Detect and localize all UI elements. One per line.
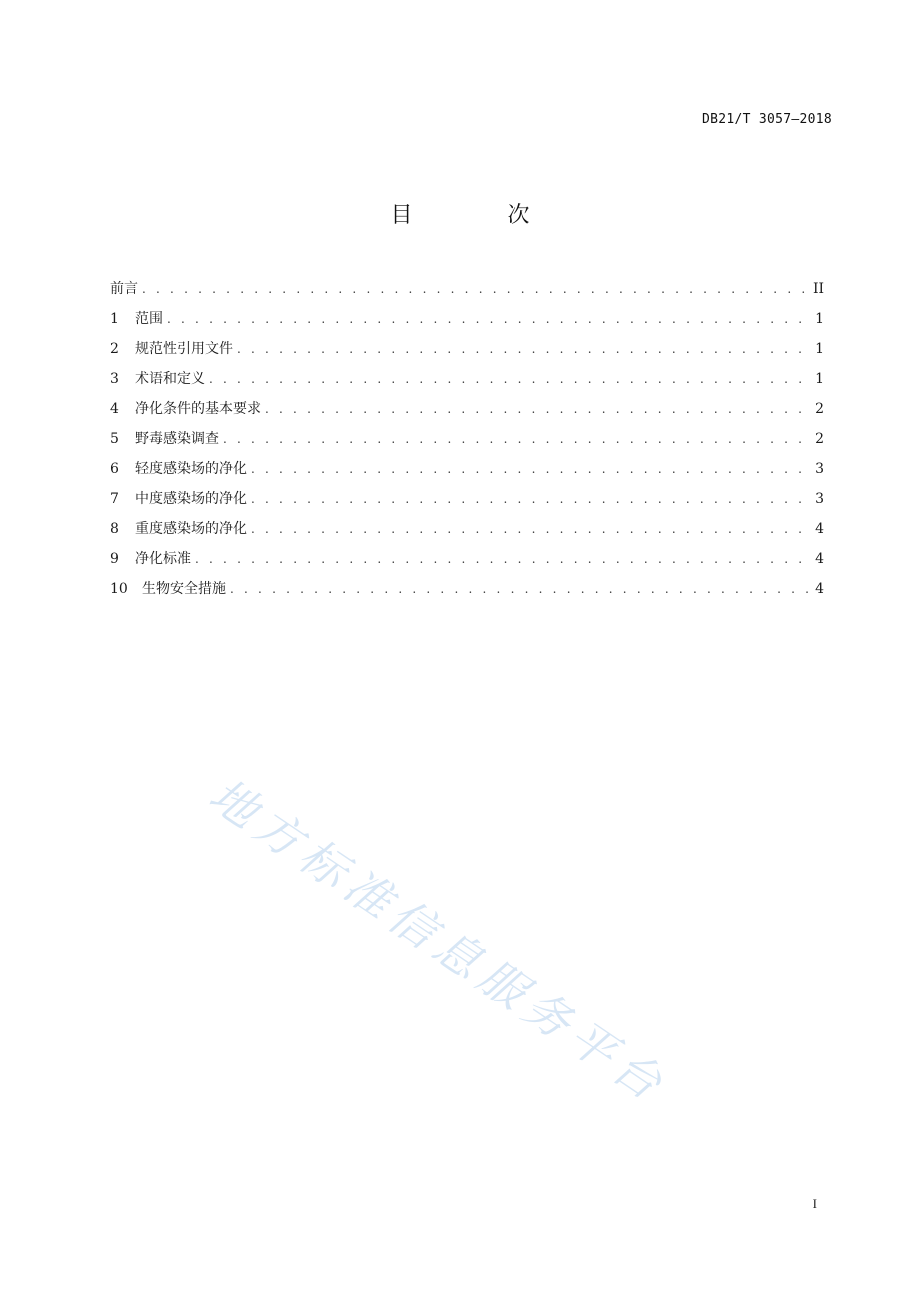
toc-entry-text: 前言 xyxy=(110,281,138,297)
toc-entry-text: 中度感染场的净化 xyxy=(135,491,247,507)
dot-leader xyxy=(230,578,808,600)
toc-entry-number: 1 xyxy=(110,311,119,327)
toc-entry-4[interactable] xyxy=(110,398,824,428)
toc-entry-7[interactable] xyxy=(110,488,824,518)
dot-leader xyxy=(167,308,808,330)
toc-entry-page: 1 xyxy=(815,311,824,327)
toc-entry-page: 3 xyxy=(815,461,824,477)
watermark: 地方标准信息服务平台 xyxy=(199,767,678,1115)
toc-entry-number: 7 xyxy=(110,491,119,507)
toc-entry-page: 2 xyxy=(815,401,824,417)
toc-entry-8[interactable] xyxy=(110,518,824,548)
dot-leader xyxy=(237,338,808,360)
dot-leader xyxy=(142,278,807,300)
toc-entry-text: 规范性引用文件 xyxy=(135,341,233,357)
dot-leader xyxy=(223,428,808,450)
toc-entry-text: 野毒感染调查 xyxy=(135,431,219,447)
toc-entry-number: 4 xyxy=(110,401,119,417)
toc-title: 目 次 xyxy=(390,203,574,228)
toc-entry-page: 4 xyxy=(815,551,824,567)
toc-entry-6[interactable] xyxy=(110,458,824,488)
toc-entry-number: 5 xyxy=(110,431,119,447)
toc-entry-page: 4 xyxy=(815,581,824,597)
toc-entry-number: 3 xyxy=(110,371,119,387)
toc-entry-text: 轻度感染场的净化 xyxy=(135,461,247,477)
toc-entry-2[interactable] xyxy=(110,338,824,368)
toc-entry-3[interactable] xyxy=(110,368,824,398)
toc-entry-text: 生物安全措施 xyxy=(142,581,226,597)
toc-entry-number: 9 xyxy=(110,551,119,567)
toc-entry-text: 范围 xyxy=(135,311,163,327)
dot-leader xyxy=(265,398,808,420)
dot-leader xyxy=(209,368,808,390)
dot-leader xyxy=(251,458,808,480)
toc-entry-text: 术语和定义 xyxy=(135,371,205,387)
toc-entry-text: 净化标准 xyxy=(135,551,191,567)
standard-code: DB21/T 3057—2018 xyxy=(701,112,832,127)
toc-entry-10[interactable] xyxy=(110,578,824,608)
toc-entry-page: 1 xyxy=(815,341,824,357)
dot-leader xyxy=(251,518,808,540)
toc-entry-number: 8 xyxy=(110,521,119,537)
toc-entry-5[interactable] xyxy=(110,428,824,458)
toc-entry-text: 重度感染场的净化 xyxy=(135,521,247,537)
toc-entry-1[interactable] xyxy=(110,308,824,338)
toc-entry-page: 4 xyxy=(815,521,824,537)
toc-entry-number: 2 xyxy=(110,341,119,357)
dot-leader xyxy=(251,488,808,510)
toc-entry-page: 2 xyxy=(815,431,824,447)
toc-entry-number: 6 xyxy=(110,461,119,477)
toc-entry-page: 3 xyxy=(815,491,824,507)
dot-leader xyxy=(195,548,808,570)
toc-entry-page: II xyxy=(812,281,824,297)
toc-entry-page: 1 xyxy=(815,371,824,387)
toc-entry-9[interactable] xyxy=(110,548,824,578)
table-of-contents xyxy=(110,278,824,608)
toc-entry-number: 10 xyxy=(110,581,128,597)
page-number: I xyxy=(812,1196,817,1211)
toc-entry-text: 净化条件的基本要求 xyxy=(135,401,261,417)
toc-entry-foreword[interactable] xyxy=(110,278,824,308)
